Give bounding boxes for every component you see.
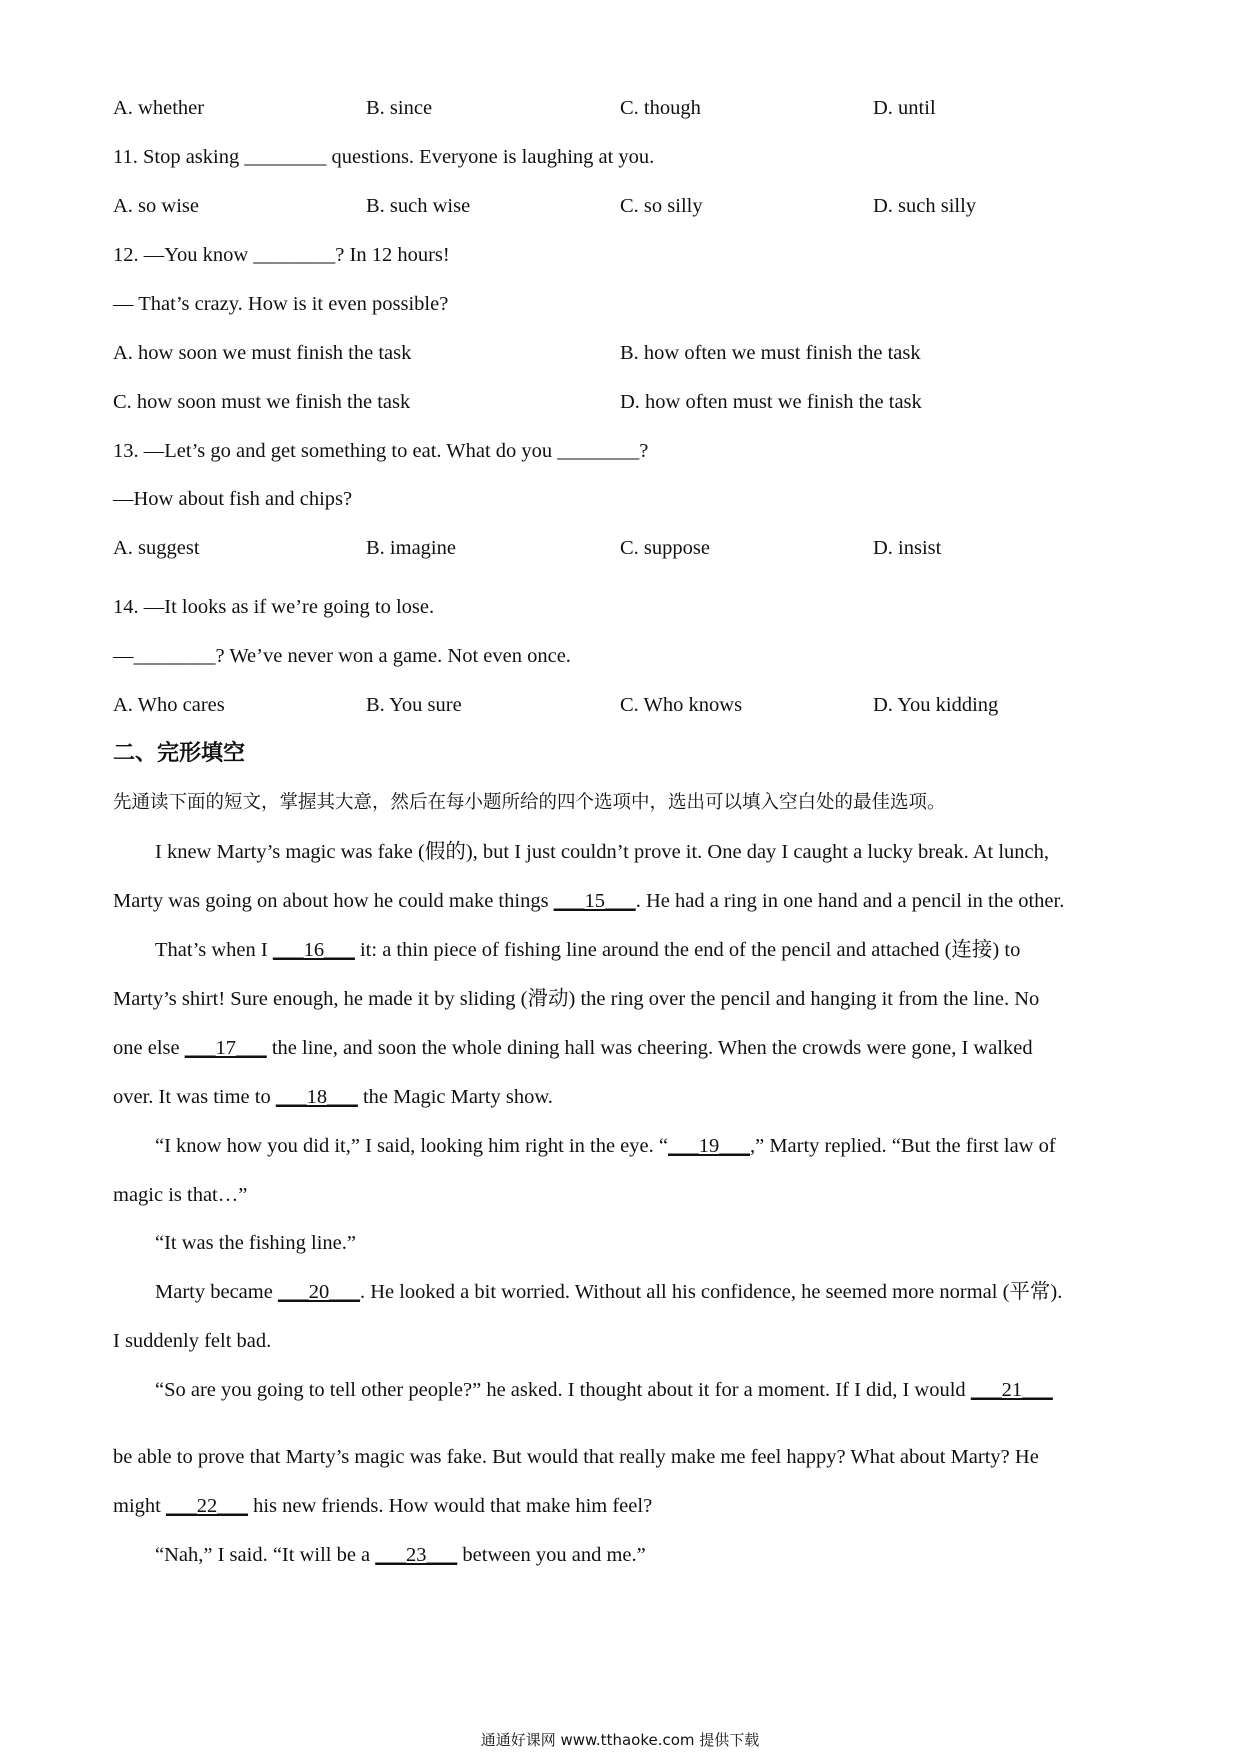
passage-line-3: That’s when I ___16___ it: a thin piece of fishing line around the end of the pencil and attached (连接) to	[155, 939, 1021, 961]
passage-line-6: over. It was time to ___18___ the Magic Marty show.	[113, 1086, 553, 1108]
passage-line-14: might ___22___ his new friends. How would that make him feel?	[113, 1495, 653, 1517]
blank-18: ___18___	[275, 1086, 358, 1108]
passage-line-15: “Nah,” I said. “It will be a ___23___ between you and me.”	[155, 1544, 646, 1566]
q11-stem: 11. Stop asking ________ questions. Everyone is laughing at you.	[113, 146, 655, 168]
q13-option-b: B. imagine	[366, 537, 456, 559]
q10-option-c: C. though	[620, 97, 701, 119]
q13-option-d: D. insist	[873, 537, 942, 559]
q11-option-b: B. such wise	[366, 195, 471, 217]
passage-line-12: “So are you going to tell other people?” he asked. I thought about it for a moment. If I did, I would ___21___	[155, 1379, 1053, 1401]
q11-option-a: A. so wise	[113, 195, 199, 217]
q10-option-d: D. until	[873, 97, 936, 119]
q14-option-d: D. You kidding	[873, 694, 999, 716]
q12-line-2: — That’s crazy. How is it even possible?	[113, 293, 449, 315]
passage-line-5: one else ___17___ the line, and soon the whole dining hall was cheering. When the crowds were gone, I walked	[113, 1037, 1033, 1059]
passage-line-13: be able to prove that Marty’s magic was fake. But would that really make me feel happy? What about Marty? He	[113, 1446, 1039, 1468]
blank-19: ___19___	[667, 1135, 750, 1157]
q12-option-c: C. how soon must we finish the task	[113, 391, 411, 413]
passage-line-4: Marty’s shirt! Sure enough, he made it by sliding (滑动) the ring over the pencil and hanging it from the line. No	[113, 988, 1040, 1010]
section-heading: 二、完形填空	[113, 741, 246, 766]
q13-line-1: 13. —Let’s go and get something to eat. What do you ________?	[113, 440, 649, 462]
q13-line-2: —How about fish and chips?	[113, 488, 353, 510]
blank-22: ___22___	[165, 1495, 248, 1517]
q12-option-a: A. how soon we must finish the task	[113, 342, 412, 364]
passage-line-1: I knew Marty’s magic was fake (假的), but I just couldn’t prove it. One day I caught a lucky break. At lunch,	[155, 841, 1049, 863]
q11-option-c: C. so silly	[620, 195, 703, 217]
blank-20: ___20___	[277, 1281, 360, 1303]
blank-17: ___17___	[184, 1037, 267, 1059]
q10-option-a: A. whether	[113, 97, 205, 119]
q12-option-d: D. how often must we finish the task	[620, 391, 922, 413]
section-instruction: 先通读下面的短文，掌握其大意，然后在每小题所给的四个选项中，选出可以填入空白处的最佳选项。	[113, 792, 946, 813]
q14-option-b: B. You sure	[366, 694, 462, 716]
passage-line-10: Marty became ___20___. He looked a bit worried. Without all his confidence, he seemed more normal (平常).	[155, 1281, 1063, 1303]
blank-15: ___15___	[553, 890, 636, 912]
q14-option-c: C. Who knows	[620, 694, 743, 716]
passage-line-7: “I know how you did it,” I said, looking him right in the eye. “___19___,” Marty replied. “But the first law of	[155, 1135, 1056, 1157]
blank-21: ___21___	[970, 1379, 1053, 1401]
q10-option-b: B. since	[366, 97, 433, 119]
q13-option-a: A. suggest	[113, 537, 200, 559]
page-footer: 通通好课网 www.tthaoke.com 提供下载	[480, 1731, 760, 1749]
passage-line-8: magic is that…”	[113, 1184, 248, 1206]
q14-line-2: —________? We’ve never won a game. Not even once.	[113, 645, 571, 667]
passage-line-2: Marty was going on about how he could make things ___15___. He had a ring in one hand and a pencil in the other.	[113, 890, 1065, 912]
blank-16: ___16___	[272, 939, 355, 961]
q13-option-c: C. suppose	[620, 537, 710, 559]
passage-line-11: I suddenly felt bad.	[113, 1330, 272, 1352]
q14-line-1: 14. —It looks as if we’re going to lose.	[113, 596, 435, 618]
q14-option-a: A. Who cares	[113, 694, 225, 716]
q12-option-b: B. how often we must finish the task	[620, 342, 921, 364]
passage-line-9: “It was the fishing line.”	[155, 1232, 356, 1254]
q12-line-1: 12. —You know ________? In 12 hours!	[113, 244, 450, 266]
q11-option-d: D. such silly	[873, 195, 977, 217]
blank-23: ___23___	[375, 1544, 458, 1566]
